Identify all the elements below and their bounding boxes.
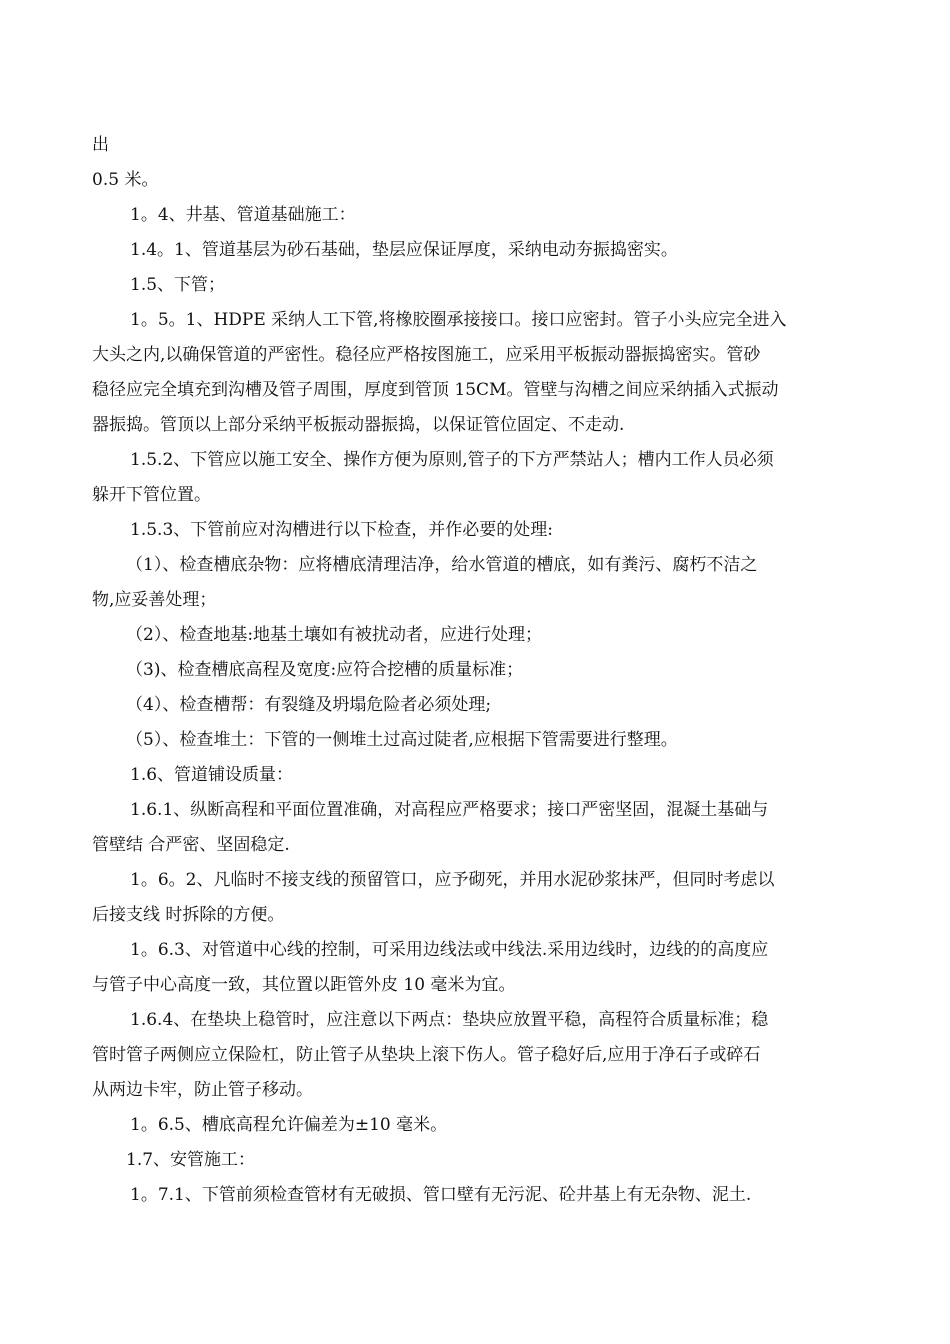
paragraph-line: 器振捣。管顶以上部分采纳平板振动器振捣，以保证管位固定、不走动. bbox=[92, 415, 625, 435]
paragraph-line: 1。6.3、对管道中心线的控制，可采用边线法或中线法.采用边线时，边线的的高度应 bbox=[130, 940, 769, 960]
list-item: （1）、检查槽底杂物：应将槽底清理洁净，给水管道的槽底，如有粪污、腐朽不洁之 bbox=[126, 555, 758, 575]
list-item: （4）、检查槽帮：有裂缝及坍塌危险者必须处理; bbox=[126, 695, 492, 715]
paragraph-line: 1.6.1、纵断高程和平面位置准确，对高程应严格要求；接口严密坚固，混凝土基础与 bbox=[130, 800, 769, 820]
paragraph-line: 1。7.1、下管前须检查管材有无破损、管口壁有无污泥、砼井基上有无杂物、泥土. bbox=[130, 1185, 752, 1205]
text-line: 0.5 米。 bbox=[92, 170, 159, 190]
paragraph-line: 后接支线 时拆除的方便。 bbox=[92, 905, 285, 925]
paragraph-line: 1.4。1、管道基层为砂石基础，垫层应保证厚度，采纳电动夯振捣密实。 bbox=[130, 240, 678, 260]
paragraph-line: 管时管子两侧应立保险杠，防止管子从垫块上滚下伤人。管子稳好后,应用于净石子或碎石 bbox=[92, 1045, 761, 1065]
paragraph-line: 1.5.3、下管前应对沟槽进行以下检查，并作必要的处理: bbox=[130, 520, 553, 540]
section-heading: 1。4、井基、管道基础施工： bbox=[130, 205, 356, 225]
paragraph-line: 1。6.5、槽底高程允许偏差为±10 毫米。 bbox=[130, 1115, 448, 1135]
paragraph-line: 物,应妥善处理； bbox=[92, 590, 217, 610]
paragraph-line: 躲开下管位置。 bbox=[92, 485, 211, 505]
paragraph-line: 管壁结 合严密、坚固稳定. bbox=[92, 835, 290, 855]
list-item: （3)、检查槽底高程及宽度:应符合挖槽的质量标准； bbox=[126, 660, 524, 680]
paragraph-line: 1.6.4、在垫块上稳管时，应注意以下两点：垫块应放置平稳，高程符合质量标准；稳 bbox=[130, 1010, 769, 1030]
list-item: （2）、检查地基:地基土壤如有被扰动者，应进行处理； bbox=[126, 625, 543, 645]
section-heading: 1.6、管道铺设质量： bbox=[130, 765, 294, 785]
section-heading: 1.5、下管； bbox=[130, 275, 226, 295]
paragraph-line: 1。5。1、HDPE 采纳人工下管,将橡胶圈承接接口。接口应密封。管子小头应完全进入 bbox=[130, 310, 787, 330]
paragraph-line: 1.5.2、下管应以施工安全、操作方便为原则,管子的下方严禁站人；槽内工作人员必须 bbox=[130, 450, 774, 470]
section-heading: 1.7、安管施工： bbox=[126, 1150, 256, 1170]
list-item: （5）、检查堆土：下管的一侧堆土过高过陡者,应根据下管需要进行整理。 bbox=[126, 730, 678, 750]
text-line: 出 bbox=[92, 135, 109, 155]
paragraph-line: 与管子中心高度一致，其位置以距管外皮 10 毫米为宜。 bbox=[92, 975, 516, 995]
paragraph-line: 从两边卡牢，防止管子移动。 bbox=[92, 1080, 313, 1100]
paragraph-line: 稳径应完全填充到沟槽及管子周围，厚度到管顶 15CM。管壁与沟槽之间应采纳插入式振动 bbox=[92, 380, 779, 400]
paragraph-line: 大头之内,以确保管道的严密性。稳径应严格按图施工，应采用平板振动器振捣密实。管砂 bbox=[92, 345, 761, 365]
paragraph-line: 1。6。2、凡临时不接支线的预留管口，应予砌死，并用水泥砂浆抹严，但同时考虑以 bbox=[130, 870, 775, 890]
